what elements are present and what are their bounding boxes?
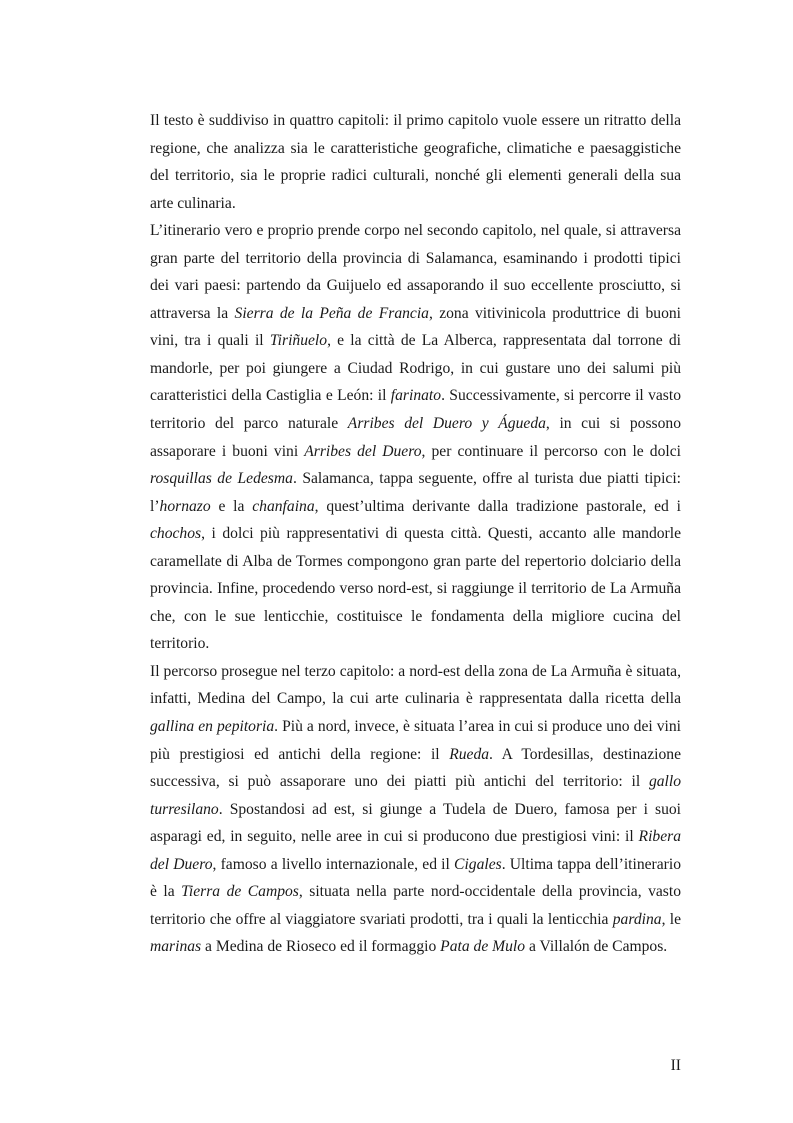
page-body [150,107,681,961]
text-run: . Ultima tappa dell’itinerario è la [150,855,681,901]
text-run: . A Tordesillas, destinazione successiva, si può assaporare uno dei piatti più antichi del territorio: il [150,745,681,791]
italic-term: marinas [150,938,202,956]
text-run: , quest’ultima derivante dalla tradizione pastorale, ed i [314,497,681,515]
text-run: , per continuare il percorso con le dolci [421,442,681,460]
text-run: , zona vitivinicola produttrice di buoni vini, tra i quali il [150,304,682,350]
text-run: . Successivamente, si percorre il vasto territorio del parco naturale [150,387,681,433]
text-run: , le [661,910,681,928]
italic-term: gallo turresilano [150,773,681,818]
italic-term: Cigales [454,855,502,873]
italic-term: gallina en pepitoria [150,718,275,736]
text-run: Il percorso prosegue nel terzo capitolo: a nord-est della zona de La Armuña è situata, infatti, Medina del Campo, la cui arte culinaria è rappresentata dalla ricetta della [150,662,681,708]
italic-term: Arribes del Duero [304,442,422,460]
text-run: a Medina de Rioseco ed il formaggio [201,938,441,956]
italic-term: farinato [390,387,442,405]
italic-term: rosquillas de Ledesma [150,470,293,488]
italic-term: Arribes del Duero y Águeda [347,415,546,433]
italic-term: hornazo [159,497,211,515]
text-run: , in cui si possono assaporare i buoni vini [150,415,681,460]
text-run: e la [210,497,253,515]
italic-term: Pata de Mulo [440,938,526,956]
text-run: . Salamanca, tappa seguente, offre al turista due piatti tipici: l’ [150,470,681,515]
text-run: . Più a nord, invece, è situata l’area in cui si produce uno dei vini più prestigiosi ed antichi della regione: il [150,718,681,763]
italic-term: Sierra de la Peña de Francia [234,304,429,322]
text-run: , i dolci più rappresentativi di questa città. Questi, accanto alle mandorle caramellate di Alba de Tormes compongono gran parte del repertorio dolciario della provincia. Infine, procedendo verso nord-est, si raggiunge il territorio de La Armuña che, con le sue lenticchie, costituisce le fondamenta della migliore cucina del territorio. [150,525,681,653]
italic-term: pardina [612,910,662,928]
text-run: . Spostandosi ad est, si giunge a Tudela de Duero, famosa per i suoi asparagi ed, in seguito, nelle aree in cui si producono due prestigiosi vini: il [150,800,681,846]
text-run: , situata nella parte nord-occidentale della provincia, vasto territorio che offre al viaggiatore svariati prodotti, tra i quali la lenticchia [150,883,681,928]
paragraph-third-chapter [150,658,681,961]
page-number: II [670,1057,681,1074]
italic-term: chanfaina [252,497,315,515]
text-run: L’itinerario vero e proprio prende corpo nel secondo capitolo, nel quale, si attraversa gran parte del territorio della provincia di Salamanca, esaminando i prodotti tipici dei vari paesi: partendo da Guijuelo ed assaporando il suo eccellente prosciutto, si attraversa la [150,222,681,322]
text-run: , famoso a livello internazionale, ed il [212,855,455,873]
italic-term: Tierra de Campos [181,883,299,901]
paragraph-second-chapter [150,217,681,658]
italic-term: Ribera del Duero [150,828,681,873]
text-run: Il testo è suddiviso in quattro capitoli: il primo capitolo vuole essere un ritratto della regione, che analizza sia le caratteristiche geografiche, climatiche e paesaggistiche del territorio, sia le proprie radici culturali, nonché gli elementi generali della sua arte culinaria. [150,112,681,212]
text-run: , e la città de La Alberca, rappresentata dal torrone di mandorle, per poi giungere a Ciudad Rodrigo, in cui gustare uno dei salumi più caratteristici della Castiglia e León: il [150,332,681,405]
italic-term: Rueda [449,745,490,763]
italic-term: Tiriñuelo [269,332,328,350]
italic-term: chochos [150,525,202,543]
text-run: a Villalón de Campos. [525,938,668,956]
paragraph-chapter-overview [150,107,681,217]
